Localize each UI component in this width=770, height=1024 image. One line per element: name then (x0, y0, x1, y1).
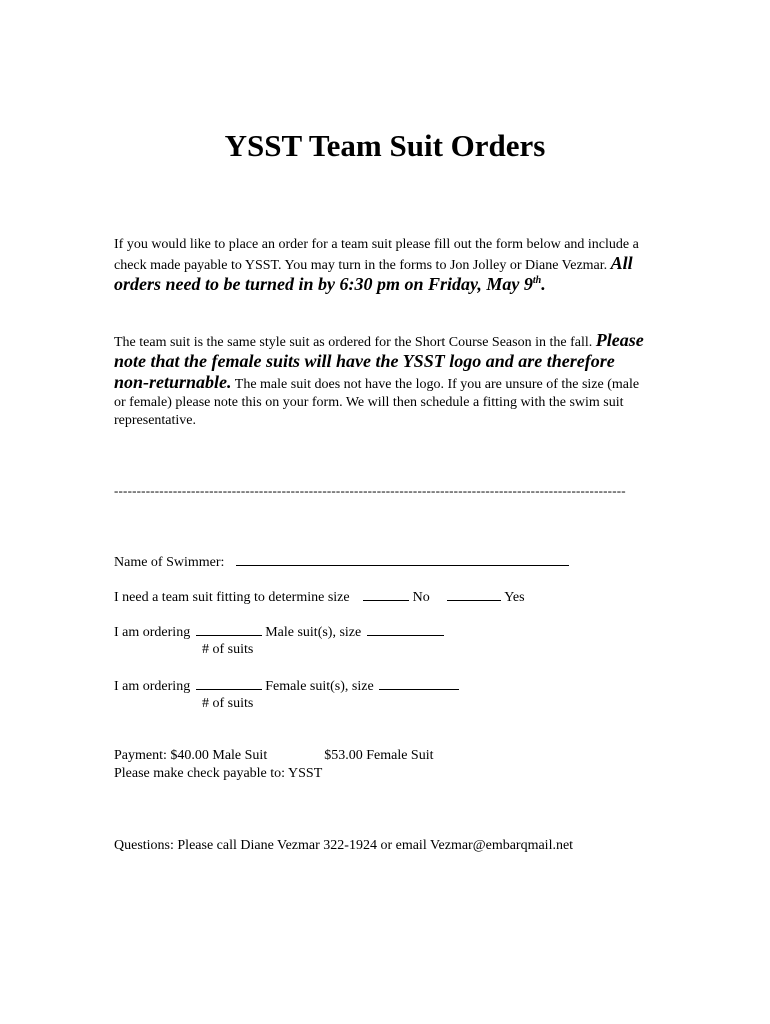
female-ordering-label: I am ordering (114, 679, 191, 694)
female-suit-label: Female suit(s), size (265, 679, 374, 694)
payment-female: $53.00 Female Suit (324, 748, 434, 763)
male-quantity-blank[interactable] (196, 623, 262, 636)
male-order-row (114, 623, 444, 641)
payment-male: Payment: $40.00 Male Suit (114, 748, 268, 763)
deadline-notice: All orders need to be turned in by 6:30 pm on Friday, May 9th. (114, 253, 633, 294)
fitting-no-blank[interactable] (363, 588, 409, 601)
female-order-row (114, 677, 459, 695)
cut-line-divider: ----------------------------------------------------------------------------------------------------------------- (114, 483, 626, 498)
female-suit-notice: Please note that the female suits will have the YSST logo and are therefore non-returnable. (114, 330, 644, 392)
questions-line: Questions: Please call Diane Vezmar 322-1924 or email Vezmar@embarqmail.net (114, 838, 574, 853)
suit-info-text: The team suit is the same style suit as ordered for the Short Course Season in the fall. (114, 335, 593, 350)
male-suit-label: Male suit(s), size (265, 625, 362, 640)
suit-info-details: The male suit does not have the logo. If you are unsure of the size (male or female) please note this on your form. We will then schedule a fitting with the swim suit representative. (114, 377, 640, 428)
page-title: YSST Team Suit Orders (224, 128, 546, 163)
payment-row (114, 748, 434, 764)
fitting-yes-blank[interactable] (447, 588, 501, 601)
deadline-suffix: th (532, 275, 542, 286)
fitting-row (114, 588, 525, 606)
male-size-blank[interactable] (367, 623, 444, 636)
male-num-suits-caption: # of suits (202, 642, 254, 657)
suit-info-paragraph (114, 331, 654, 430)
female-size-blank[interactable] (379, 677, 459, 690)
name-label: Name of Swimmer: (114, 555, 225, 570)
payable-line: Please make check payable to: YSST (114, 766, 323, 781)
fitting-label: I need a team suit fitting to determine size (114, 590, 350, 605)
male-ordering-label: I am ordering (114, 625, 191, 640)
intro-text: If you would like to place an order for a team suit please fill out the form below and include a check made payable to YSST. You may turn in the forms to Jon Jolley or Diane Vezmar. (114, 237, 639, 273)
female-num-suits-caption: # of suits (202, 696, 254, 711)
name-row (114, 553, 569, 571)
intro-paragraph (114, 236, 654, 296)
fitting-yes-label: Yes (504, 590, 525, 605)
fitting-no-label: No (412, 590, 430, 605)
female-quantity-blank[interactable] (196, 677, 262, 690)
name-blank[interactable] (236, 553, 569, 566)
